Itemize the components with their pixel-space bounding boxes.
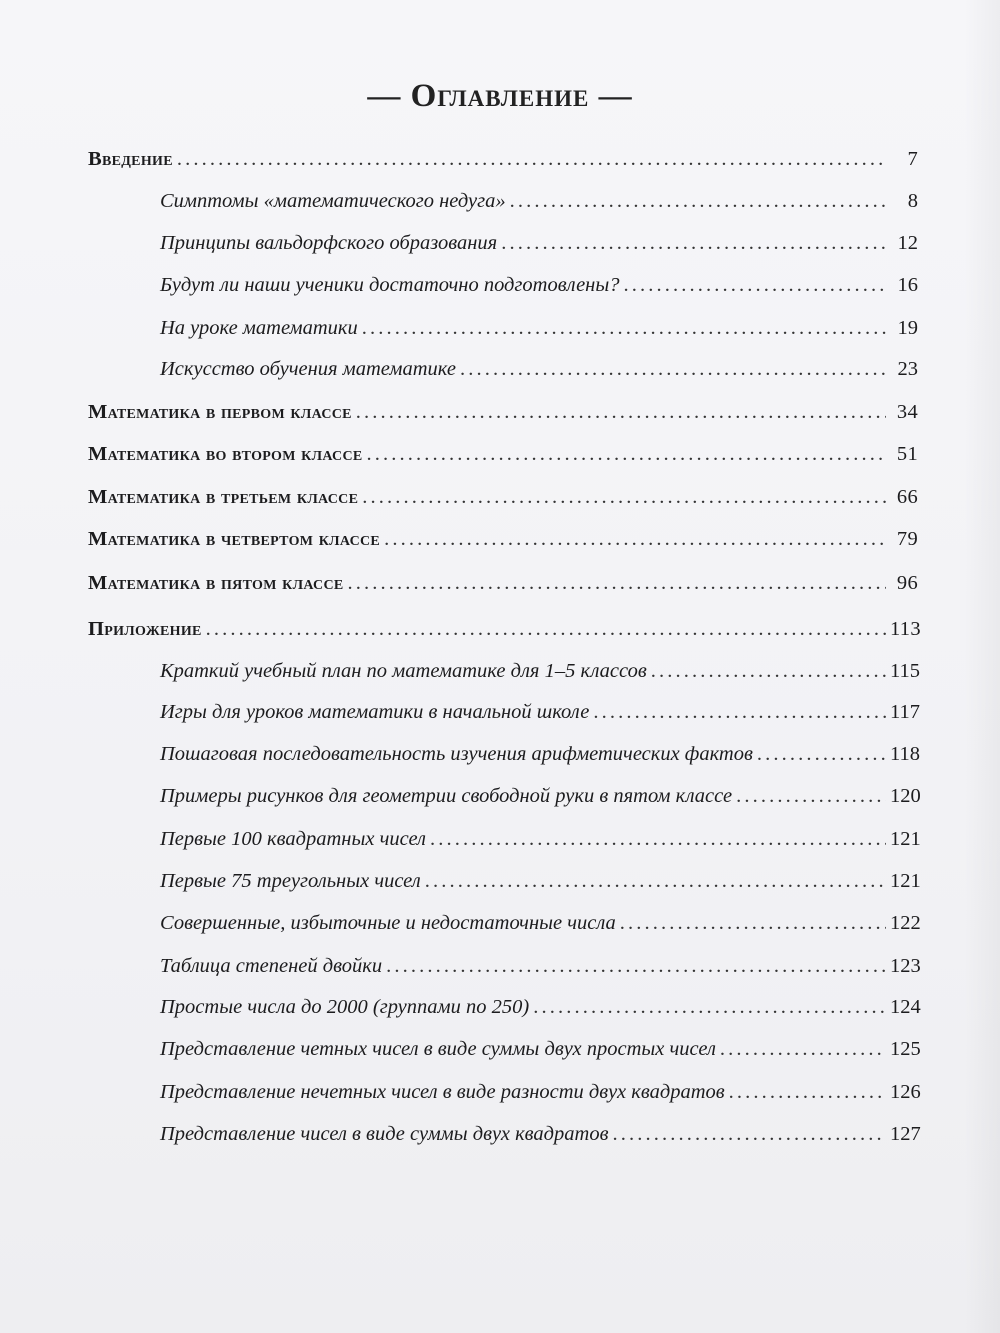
toc-page-number: 96 xyxy=(896,572,918,594)
dot-leader xyxy=(720,1038,886,1061)
toc-page-number: 118 xyxy=(890,743,920,765)
dot-leader xyxy=(430,828,886,851)
toc-entry-title: Игры для уроков математики в начальной школе xyxy=(160,701,590,723)
toc-page-number: 121 xyxy=(890,828,921,850)
dot-leader xyxy=(362,317,886,340)
toc-entry-title: Представление четных чисел в виде суммы двух простых чисел xyxy=(160,1038,716,1060)
toc-section-entry xyxy=(88,148,918,180)
toc-subsection-entry xyxy=(88,870,921,902)
toc-subsection-entry xyxy=(88,912,921,944)
toc-page-number: 127 xyxy=(890,1123,921,1145)
toc-subsection-entry xyxy=(88,1038,921,1070)
toc-entry-title: Математика в первом классе xyxy=(88,401,352,423)
dot-leader xyxy=(386,955,886,978)
dot-leader xyxy=(510,190,886,213)
toc-page-number: 19 xyxy=(897,317,918,339)
toc-entry-title: Приложение xyxy=(88,618,202,640)
dot-leader xyxy=(620,912,886,935)
dot-leader xyxy=(757,743,886,766)
dot-leader xyxy=(736,785,886,808)
toc-subsection-entry xyxy=(88,317,918,349)
toc-entry-title: Математика в третьем классе xyxy=(88,486,359,508)
toc-subsection-entry xyxy=(88,660,918,692)
toc-entry-title: Примеры рисунков для геометрии свободной руки в пятом классе xyxy=(160,785,733,807)
toc-page-number: 123 xyxy=(890,955,921,977)
page-edge-shadow xyxy=(964,0,1000,1333)
toc-entry-title: Будут ли наши ученики достаточно подготовлены? xyxy=(160,274,620,296)
toc-subsection-entry xyxy=(88,1081,921,1113)
toc-page-number: 120 xyxy=(890,785,921,807)
toc-entry-title: Математика во втором классе xyxy=(88,443,363,465)
toc-page-number: 126 xyxy=(890,1081,921,1103)
dot-leader xyxy=(533,996,886,1019)
toc-subsection-entry xyxy=(88,232,918,264)
dot-leader xyxy=(348,572,886,595)
dot-leader xyxy=(356,401,886,424)
page-title: — Оглавление — xyxy=(367,78,633,114)
toc-section-entry xyxy=(88,528,918,560)
toc-page-number: 23 xyxy=(897,358,918,380)
toc-page-number: 79 xyxy=(896,528,918,550)
toc-subsection-entry xyxy=(88,955,921,987)
toc-section-entry xyxy=(88,486,918,518)
toc-page-number: 115 xyxy=(890,660,920,682)
toc-entry-title: Первые 75 треугольных чисел xyxy=(160,870,421,892)
toc-entry-title: Математика в пятом классе xyxy=(88,572,344,594)
toc-subsection-entry xyxy=(88,274,918,306)
toc-entry-title: Принципы вальдорфского образования xyxy=(160,232,498,254)
toc-page-number: 125 xyxy=(890,1038,921,1060)
dot-leader xyxy=(623,274,886,297)
toc-subsection-entry xyxy=(88,996,921,1028)
dot-leader xyxy=(177,148,886,171)
toc-entry-title: Пошаговая последовательность изучения арифметических фактов xyxy=(160,743,753,765)
toc-section-entry xyxy=(88,443,918,475)
toc-section-entry xyxy=(88,618,921,650)
toc-entry-title: Представление нечетных чисел в виде разности двух квадратов xyxy=(160,1081,725,1103)
toc-entry-title: Представление чисел в виде суммы двух квадратов xyxy=(160,1123,609,1145)
toc-page-number: 8 xyxy=(907,190,918,212)
toc-subsection-entry xyxy=(88,785,921,817)
toc-page-number: 51 xyxy=(896,443,918,465)
toc-page-number: 34 xyxy=(896,401,918,423)
dot-leader xyxy=(593,701,886,724)
dot-leader xyxy=(384,528,886,551)
toc-entry-title: Таблица степеней двойки xyxy=(160,955,383,977)
toc-entry-title: Простые числа до 2000 (группами по 250) xyxy=(160,996,530,1018)
dot-leader xyxy=(501,232,886,255)
toc-page-number: 66 xyxy=(896,486,918,508)
dot-leader xyxy=(460,358,886,381)
dot-leader xyxy=(367,443,886,466)
toc-page-number: 7 xyxy=(907,148,918,170)
toc-entry-title: Искусство обучения математике xyxy=(160,358,456,380)
toc-page-number: 117 xyxy=(890,701,920,723)
toc-section-entry xyxy=(88,401,918,433)
toc-subsection-entry xyxy=(88,828,921,860)
dot-leader xyxy=(425,870,886,893)
dot-leader xyxy=(613,1123,887,1146)
toc-page-number: 121 xyxy=(890,870,921,892)
toc-entry-title: Симптомы «математического недуга» xyxy=(160,190,506,212)
toc-subsection-entry xyxy=(88,358,918,390)
toc-subsection-entry xyxy=(88,701,918,733)
toc-page-number: 124 xyxy=(890,996,921,1018)
toc-subsection-entry xyxy=(88,1123,921,1155)
toc-page-number: 113 xyxy=(890,618,921,640)
toc-entry-title: На уроке математики xyxy=(160,317,358,339)
dot-leader xyxy=(651,660,886,683)
toc-entry-title: Краткий учебный план по математике для 1–5 классов xyxy=(160,660,647,682)
toc-subsection-entry xyxy=(88,743,918,775)
dot-leader xyxy=(362,486,886,509)
toc-section-entry xyxy=(88,572,918,604)
toc-subsection-entry xyxy=(88,190,918,222)
dot-leader xyxy=(206,618,886,641)
toc-entry-title: Первые 100 квадратных чисел xyxy=(160,828,426,850)
toc-entry-title: Совершенные, избыточные и недостаточные числа xyxy=(160,912,616,934)
dot-leader xyxy=(729,1081,886,1104)
toc-page-number: 122 xyxy=(890,912,921,934)
toc-entry-title: Математика в четвертом классе xyxy=(88,528,381,550)
toc-page-number: 12 xyxy=(897,232,918,254)
toc-page-number: 16 xyxy=(897,274,918,296)
toc-entry-title: Введение xyxy=(88,148,173,170)
